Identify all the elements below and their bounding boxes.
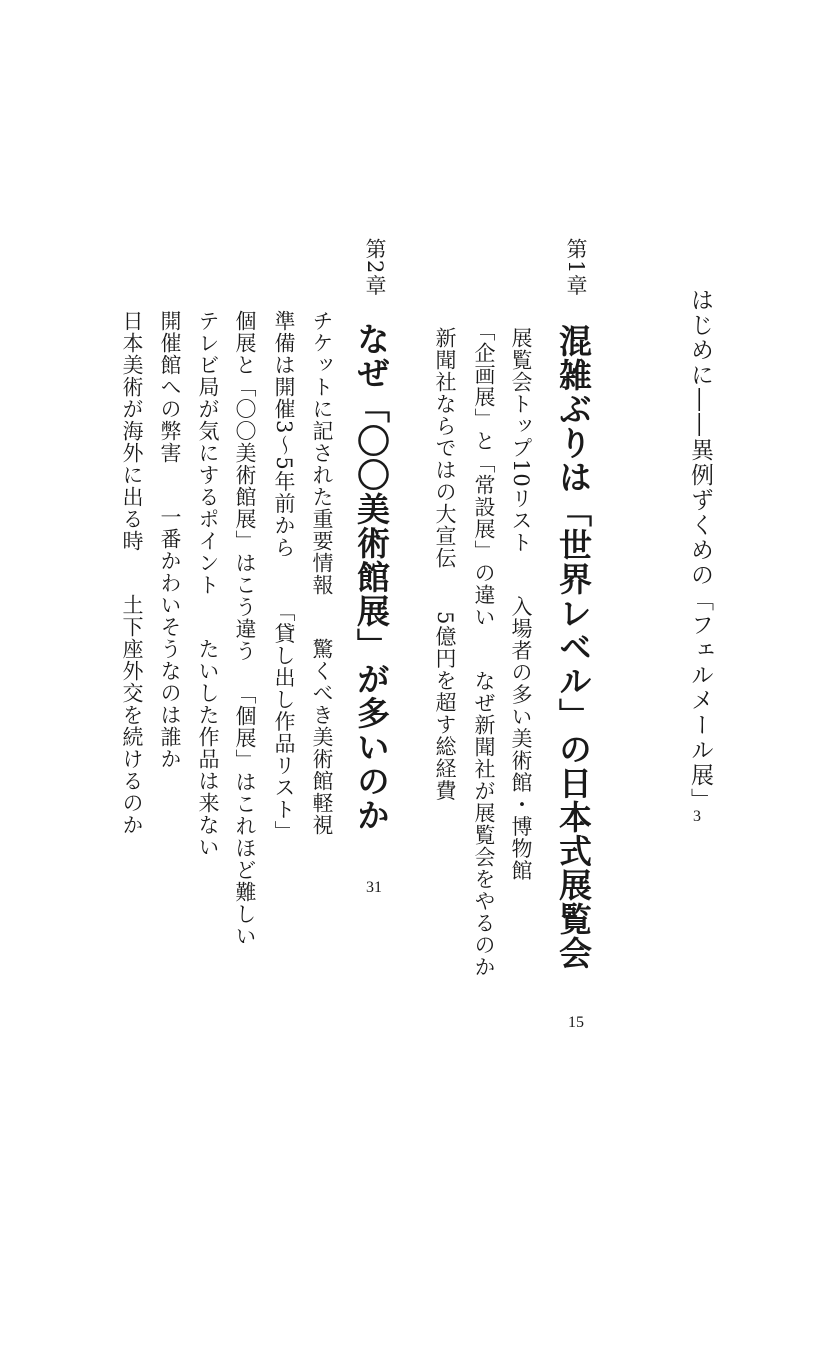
chapter1-line-1-b: 入場者の多い美術館・博物館 <box>509 595 533 882</box>
chapter1-title: 混雑ぶりは「世界レベル」の日本式展覧会 <box>554 324 593 970</box>
chapter1-line-3-a: 新聞社ならではの大宣伝 <box>433 327 457 569</box>
intro-heading <box>688 288 711 813</box>
chapter2-line-6-b: 土下座外交を続けるのか <box>120 594 144 836</box>
chapter2-line-5-b: 一番かわいそうなのは誰か <box>158 506 182 770</box>
chapter2-line <box>159 310 180 770</box>
chapter2-line <box>273 310 294 843</box>
chapter1-label: 第1章 <box>564 238 588 297</box>
chapter2-line-5-a: 開催館への弊害 <box>158 310 182 464</box>
chapter2-line-3-b: 「個展」はこれほど難しい <box>233 683 257 947</box>
chapter1-line-3-b: 5億円を超す総経費 <box>433 611 457 802</box>
intro-title-b: 異例ずくめの「フェルメール展」 <box>687 438 713 813</box>
chapter2-line <box>197 310 218 858</box>
chapter2-page-number: 31 <box>366 879 382 896</box>
chapter2-line-3-a: 個展と「〇〇美術館展」はこう違う <box>233 310 257 662</box>
chapter2-line-1-b: 驚くべき美術館軽視 <box>310 638 334 836</box>
chapter2-line <box>234 310 255 947</box>
intro-dash: ―― <box>687 388 713 438</box>
chapter1-line <box>473 320 494 978</box>
chapter1-line-2-b: なぜ新聞社が展覧会をやるのか <box>472 670 496 978</box>
chapter2-line <box>311 310 332 836</box>
chapter2-line-4-b: たいした作品は来ない <box>196 638 220 858</box>
chapter2-line <box>121 310 142 836</box>
chapter1-line <box>510 327 531 882</box>
intro-title-a: はじめに <box>687 288 713 388</box>
chapter2-title: なぜ「〇〇美術館展」が多いのか <box>352 322 391 832</box>
chapter1-line <box>434 327 455 801</box>
chapter2-label: 第2章 <box>363 238 387 297</box>
chapter1-line-1-a: 展覧会トップ10リスト <box>509 327 533 554</box>
chapter1-page-number: 15 <box>568 1014 584 1031</box>
chapter2-line-2-b: 「貸し出し作品リスト」 <box>272 600 296 843</box>
chapter2-line-4-a: テレビ局が気にするポイント <box>196 310 220 596</box>
chapter2-line-1-a: チケットに記された重要情報 <box>310 310 334 596</box>
intro-page-number: 3 <box>693 808 701 825</box>
chapter2-line-2-a: 準備は開催3～5年前から <box>272 310 296 559</box>
chapter2-line-6-a: 日本美術が海外に出る時 <box>120 310 144 552</box>
chapter1-line-2-a: 「企画展」と「常設展」の違い <box>472 320 496 628</box>
